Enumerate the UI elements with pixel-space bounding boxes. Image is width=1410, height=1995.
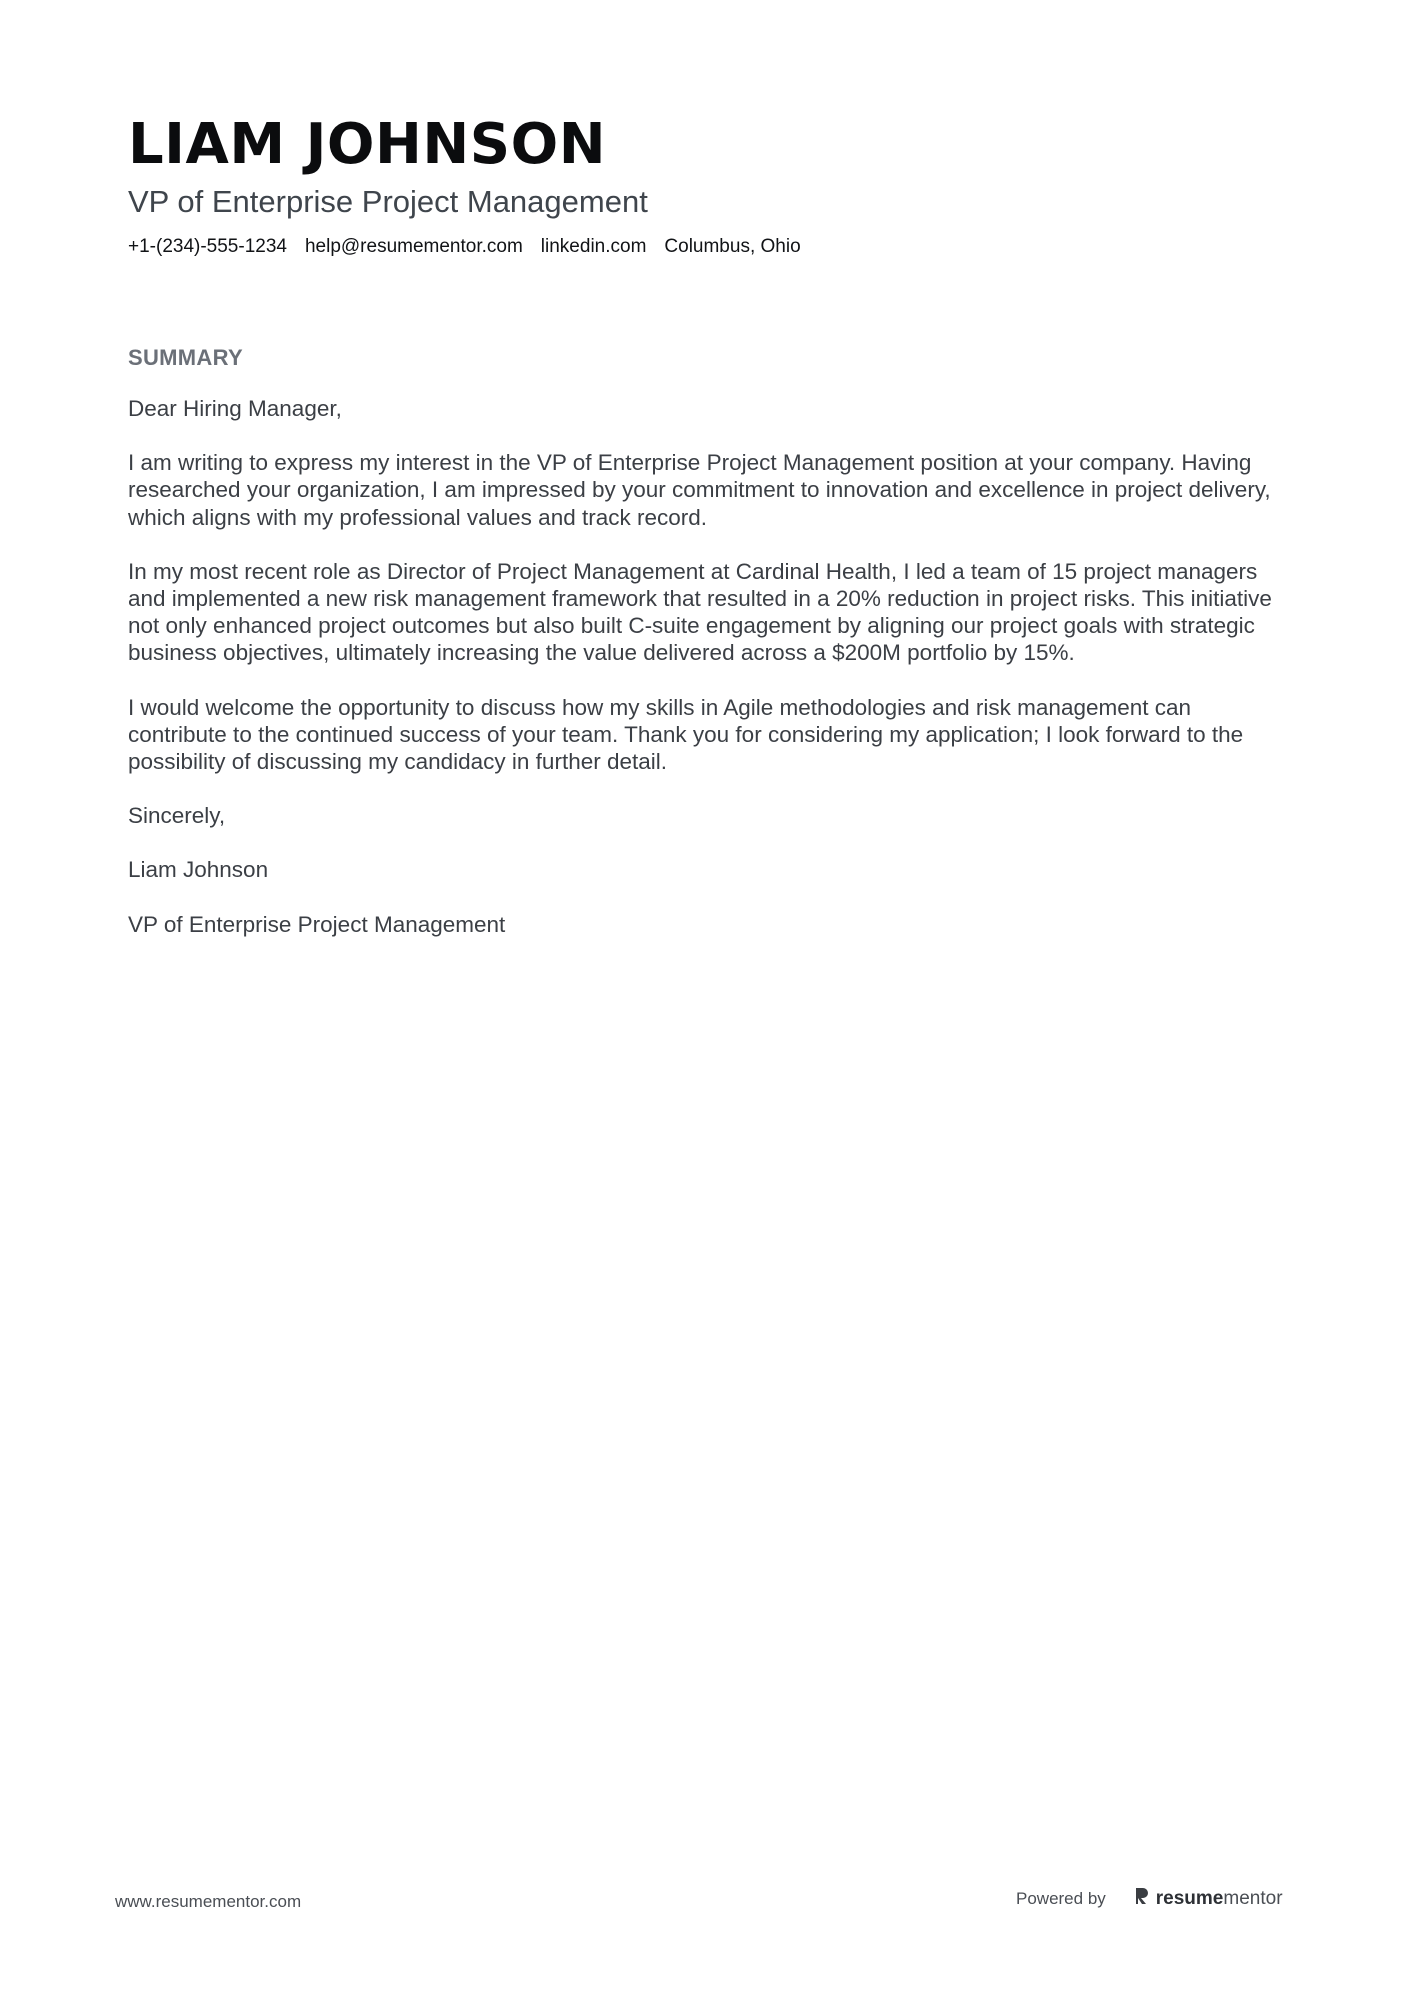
candidate-title: VP of Enterprise Project Management: [128, 184, 648, 219]
signature-name: Liam Johnson: [128, 857, 269, 883]
contact-info: [128, 234, 1288, 260]
footer-branding: [1016, 1886, 1283, 1912]
header: [128, 112, 1288, 260]
contact-email: help@resumementor.com: [304, 236, 523, 257]
signature-title: VP of Enterprise Project Management: [128, 911, 506, 937]
brand-logo: [1134, 1886, 1283, 1912]
resumementor-logo-icon: [1134, 1886, 1150, 1912]
contact-phone: +1-(234)-555-1234: [128, 236, 287, 257]
section-title: SUMMARY: [128, 345, 243, 370]
letter-paragraph: In my most recent role as Director of Project Management at Cardinal Health, I led a team of 15 project managers and implemented a new risk management framework that resulted in a 20% reduction in project risks. This initiative not only enhanced project outcomes but also built C-suite engagement by aligning our project goals with strategic business objectives, ultimately increasing the value delivered across a $200M portfolio by 15%.: [128, 558, 1272, 666]
footer-website: www.resumementor.com: [115, 1892, 302, 1911]
brand-light: mentor: [1223, 1888, 1283, 1909]
contact-location: Columbus, Ohio: [664, 236, 801, 257]
closing: Sincerely,: [128, 803, 226, 829]
contact-linkedin: linkedin.com: [540, 236, 647, 257]
letter-paragraph: I would welcome the opportunity to discuss how my skills in Agile methodologies and risk management can contribute to the continued success of your team. Thank you for considering my application; I look forward to the possibility of discussing my candidacy in further detail.: [128, 694, 1244, 775]
summary-section: [128, 343, 1278, 965]
letter-paragraph: I am writing to express my interest in the VP of Enterprise Project Management position at your company. Having researched your organization, I am impressed by your commitment to innovation and excellence in project delivery, which aligns with my professional values and track record.: [128, 450, 1271, 530]
candidate-name: LIAM JOHNSON: [128, 112, 607, 177]
powered-by-label: Powered by: [1016, 1889, 1106, 1908]
salutation: Dear Hiring Manager,: [128, 396, 342, 421]
brand-bold: resume: [1155, 1888, 1224, 1909]
